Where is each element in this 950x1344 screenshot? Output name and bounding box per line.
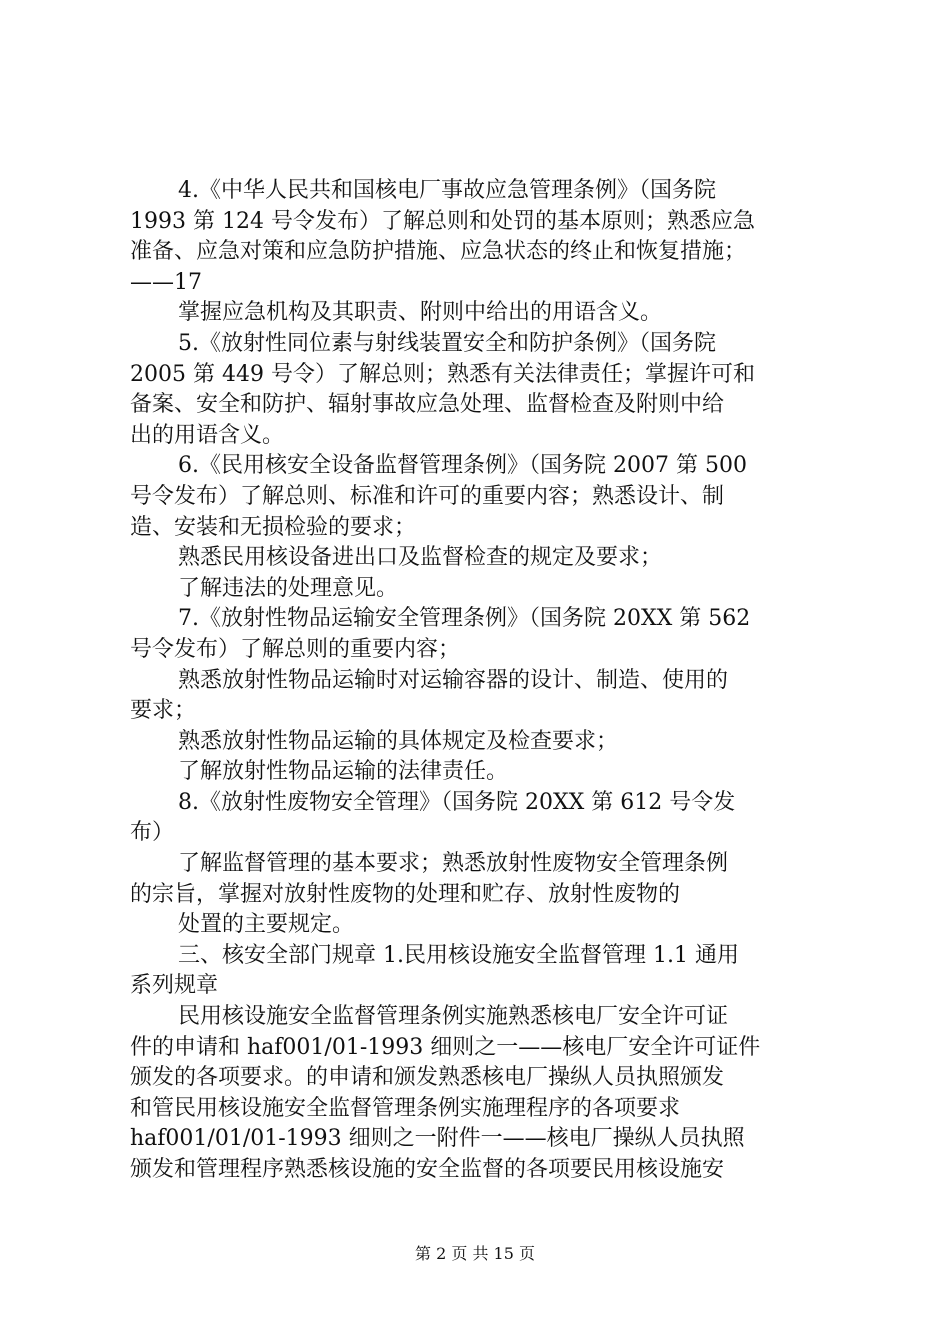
text-line: 民用核设施安全监督管理条例实施熟悉核电厂安全许可证 bbox=[178, 1004, 729, 1030]
text-line: 1993 第 124 号令发布）了解总则和处罚的基本原则；熟悉应急 bbox=[130, 208, 755, 234]
text-line: 熟悉民用核设备进出口及监督检查的规定及要求； bbox=[178, 545, 663, 571]
text-line: 要求； bbox=[130, 698, 197, 724]
text-line: 掌握应急机构及其职责、附则中给出的用语含义。 bbox=[178, 300, 663, 326]
text-line: 造、安装和无损检验的要求； bbox=[130, 514, 417, 540]
text-line: 号令发布）了解总则、标准和许可的重要内容；熟悉设计、制 bbox=[130, 483, 725, 509]
page-footer: 第 2 页 共 15 页 bbox=[415, 1244, 535, 1263]
text-line: 系列规章 bbox=[130, 973, 219, 999]
document-body bbox=[130, 176, 830, 1186]
text-line: 颁发的各项要求。的申请和颁发熟悉核电厂操纵人员执照颁发 bbox=[130, 1065, 725, 1091]
text-line: 的宗旨，掌握对放射性废物的处理和贮存、放射性废物的 bbox=[130, 881, 681, 907]
text-line: 备案、安全和防护、辐射事故应急处理、监督检查及附则中给 bbox=[130, 392, 725, 418]
text-line: 了解放射性物品运输的法律责任。 bbox=[178, 759, 509, 785]
text-line: 2005 第 449 号令）了解总则；熟悉有关法律责任；掌握许可和 bbox=[130, 361, 755, 387]
text-line: 熟悉放射性物品运输时对运输容器的设计、制造、使用的 bbox=[178, 667, 729, 693]
text-line: 件的申请和 haf001/01-1993 细则之一——核电厂安全许可证件 bbox=[130, 1034, 761, 1060]
text-line: 准备、应急对策和应急防护措施、应急状态的终止和恢复措施； bbox=[130, 239, 747, 265]
text-line: 7.《放射性物品运输安全管理条例》（国务院 20XX 第 562 bbox=[178, 606, 751, 632]
text-line: 了解监督管理的基本要求；熟悉放射性废物安全管理条例 bbox=[178, 851, 729, 877]
text-line: 颁发和管理程序熟悉核设施的安全监督的各项要民用核设施安 bbox=[130, 1157, 725, 1182]
text-line: 布） bbox=[130, 820, 175, 846]
text-line: 和管民用核设施安全监督管理条例实施理程序的各项要求 bbox=[130, 1095, 681, 1121]
text-line: 6.《民用核安全设备监督管理条例》（国务院 2007 第 500 bbox=[178, 453, 747, 479]
text-line: 熟悉放射性物品运输的具体规定及检查要求； bbox=[178, 728, 619, 754]
text-line: ——17 bbox=[130, 269, 202, 295]
text-line: 处置的主要规定。 bbox=[178, 912, 355, 938]
text-line: 了解违法的处理意见。 bbox=[178, 575, 399, 601]
text-line: 5.《放射性同位素与射线装置安全和防护条例》（国务院 bbox=[178, 330, 716, 356]
text-line: 三、核安全部门规章 1.民用核设施安全监督管理 1.1 通用 bbox=[178, 942, 739, 968]
text-line: haf001/01/01-1993 细则之一附件一——核电厂操纵人员执照 bbox=[130, 1126, 745, 1152]
text-line: 4.《中华人民共和国核电厂事故应急管理条例》（国务院 bbox=[178, 178, 716, 203]
text-line: 8.《放射性废物安全管理》（国务院 20XX 第 612 号令发 bbox=[178, 789, 736, 815]
text-line: 出的用语含义。 bbox=[130, 422, 285, 448]
text-line: 号令发布）了解总则的重要内容； bbox=[130, 636, 461, 662]
